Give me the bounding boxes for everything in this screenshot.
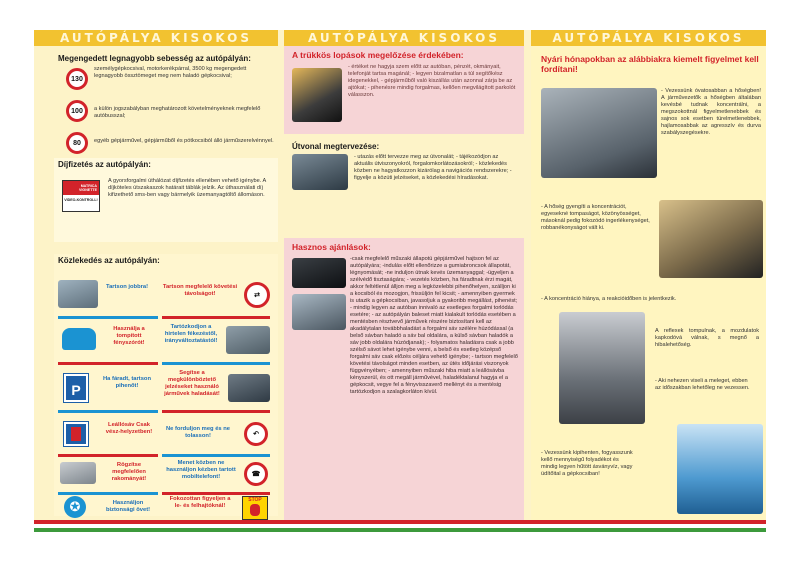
cargo-image bbox=[60, 462, 96, 484]
summer-title: Nyári hónapokban az alábbiakra kiemelt figyelmet kell fordítani! bbox=[541, 54, 759, 74]
toll-text: A gyorsforgalmi úthálózat díjfizetés ellenében vehető igénybe. A díjköteles útszakaszok határait táblák jelzik. Az úthasználati díj kifizethető sms-ben vagy bármelyik üzemanyagtöltő állomáson. bbox=[108, 178, 266, 198]
road-image bbox=[58, 280, 98, 308]
summer-p4: A reflexek tompulnak, a mozdulatok kapkodóvá válnak, s megnő a hibalehetőség. bbox=[655, 328, 759, 348]
car-key-image bbox=[292, 68, 342, 122]
tip-distance: Tartson megfelelő követési távolságot! bbox=[162, 284, 238, 297]
divider-blue bbox=[162, 454, 270, 457]
divider-red bbox=[162, 492, 270, 495]
no-phone-icon: ☎ bbox=[244, 462, 268, 486]
toll-sign bbox=[62, 180, 100, 212]
divider-blue bbox=[58, 492, 158, 495]
toll-title: Díjfizetés az autópályán: bbox=[58, 160, 151, 169]
hot-car-image bbox=[659, 200, 763, 278]
column-header: AUTÓPÁLYA KISOKOS bbox=[531, 30, 766, 46]
summer-p6: - Vezessünk kipihenten, fogyasszunk kellő mennyiségű folyadékot és mindig legyen hűtött ásványvíz, vagy üdítőital a gépkocsiban! bbox=[541, 450, 633, 477]
column-right bbox=[531, 30, 766, 522]
tricks-text: - értéket ne hagyja szem előtt az autóban, pénzét, okmányait, telefonját tartsa magánál; - legyen bizalmatlan a túl segítőkész idegenekkel, - gépjárműből való kiszállás után azonnal zárja be az ajtókat; - pihenésre mindig forgalmas, kellően megvilágított parkolót válasszon. bbox=[348, 64, 516, 98]
speed-sign-100: 100 bbox=[66, 100, 88, 122]
no-uturn-icon: ↶ bbox=[244, 422, 268, 446]
route-text: - utazás előtt tervezze meg az útvonalát; - tájékozódjon az aktuális útviszonyokról, forgalomkorlátozásokról; - közlekedés közben ne hagyatkozzon kizárólag a navigációs rendszerekre; - figyelje a közúti jelzéseket, a közlekedési híradásokat. bbox=[354, 154, 512, 181]
summer-p2: - A hőség gyengíti a koncentrációt, egyesekné tompaságot, közönyösséget, másoknál pedig fokozódó ingerlékenységet, robbanékonyságot vált ki. bbox=[541, 204, 650, 231]
tip-ramps: Fokozottan figyeljen a le- és felhajtóknál! bbox=[169, 496, 231, 509]
summer-p5: - Aki nehezen viseli a meleget, ebben az időszakban lehetőleg ne vezessen. bbox=[655, 378, 750, 391]
parking-sign-icon: P bbox=[64, 374, 88, 402]
traffic-image bbox=[226, 326, 270, 354]
toll-sign-top-label: MATRICA VIGNETTE bbox=[79, 184, 97, 192]
no-overtaking-icon: ⇄ bbox=[244, 282, 270, 308]
speed-text-130: személygépkocsival, motorkerékpárral, 3500 kg megengedett legnagyobb össztömeget meg nem haladó gépkocsival; bbox=[94, 66, 247, 79]
speed-title: Megengedett legnagyobb sebesség az autópályán: bbox=[58, 54, 251, 63]
divider-blue bbox=[58, 410, 158, 413]
divider-red bbox=[58, 454, 158, 457]
column-middle bbox=[284, 30, 524, 522]
tip-seatbelt: Használjon biztonsági övet! bbox=[105, 500, 151, 513]
speed-sign-80: 80 bbox=[66, 132, 88, 154]
seatbelt-icon: ✪ bbox=[64, 496, 86, 518]
tip-no-braking: Tartózkodjon a hirtelen fékezéstől, irányváltoztatástól! bbox=[164, 324, 218, 344]
tip-no-phone: Menet közben ne használjon kézben tartott mobiltelefont! bbox=[166, 460, 236, 480]
brochure bbox=[34, 30, 766, 522]
speed-text-100: a külön jogszabályban meghatározott követelményeknek megfelelő autóbusszal; bbox=[94, 106, 261, 119]
divider-red bbox=[58, 362, 158, 365]
tip-keep-right: Tartson jobbra! bbox=[105, 284, 149, 290]
emergency-vehicle-image bbox=[228, 374, 270, 402]
speed-text-80: egyéb gépjárművel, gépjárműből és pótkocsiból álló járműszerelvénnyel. bbox=[94, 138, 274, 144]
flag-stripe-green bbox=[34, 528, 766, 532]
tips-text: -csak megfelelő műszaki állapotú gépjárművel hajtson fel az autópályára; -indulás előtt ellenőrizze a gumiabroncsok állapotát, légnyomását; -ne induljon útnak kevés üzemanyaggal; -ügyeljen a szélvédő tisztaságára; - vezetés közben, ha fáradtnak érzi magát, akkor feltétlenül álljon meg a legközelebbi pihenőhelyen, szálljon ki a kocsiból és mozogjon, frissüljön fel kicsit; - amennyiben gyermek is utazik a gépkocsiban, javasoljuk a gyakoribb megállást, pihenést; - mindig legyen az autóban innivaló az esetleges forgalmi torlódás esetére; - az autópályán baleset miatt kialakult torlódás esetében a mentésben résztvevő járművek részére biztosítani kell az akadálytalan továbbhaladást a forgalmi sáv szélére húzódással (a belső sávban haladó a sáv bal oldalára, a külső sávban haladók a sáv jobb oldalára húzódjanak); - folyamatos haladásra csak a jobb szélső sávot lehet igénybe venni, a belső és esetleg középső forgalmi sáv csak előzés céljára vehető igénybe; - tartson megfelelő követési távolságot minden esetben, az útés időjárási viszonyok függvényében; - amennyiben műszaki hiba miatt a leállósávba kényszerül, és ott megáll járművével, haladéktalanul hagyja el a gépkocsit, vegye fel a fényvisszaverő mellényt és a mentésig tartózkodjon a szalagkorláton kívül. bbox=[350, 256, 518, 395]
car-headlights-icon bbox=[62, 328, 96, 350]
speed-sign-130: 130 bbox=[66, 68, 88, 90]
hard-shoulder-sign-icon bbox=[64, 422, 88, 446]
tip-cargo: Rögzítse megfelelően rakományát! bbox=[111, 462, 147, 482]
tip-rest: Ha fáradt, tartson pihenőt! bbox=[103, 376, 151, 389]
summer-p1: - Vezessünk óvatosabban a hőségben! A járművezetők a hőségben általában kevésbé tudnak koncentrálni, a megszokottnál figyelmetlenebbek és sajnos sok esetben türelmetlenebbek, hajlamosabbak az agresszív és durva szabályszegésekre. bbox=[661, 88, 761, 136]
column-header: AUTÓPÁLYA KISOKOS bbox=[34, 30, 278, 46]
tip-no-uturn: Ne forduljon meg és ne tolasson! bbox=[165, 426, 231, 439]
tricks-title: A trükkös lopások megelőzése érdekében: bbox=[292, 50, 464, 60]
divider-red bbox=[162, 410, 270, 413]
summer-p3: - A koncentráció hiánya, a reakcióidőben is jelentkezik. bbox=[541, 296, 677, 302]
toll-sign-top bbox=[63, 181, 99, 195]
tip-emergency: Segítse a megkülönböztető jelzéseket használó járművek haladását! bbox=[164, 370, 220, 397]
column-left bbox=[34, 30, 278, 522]
divider-blue bbox=[58, 316, 158, 319]
tip-headlights: Használja a tompított fényszórót! bbox=[113, 326, 145, 346]
gps-image bbox=[292, 154, 348, 190]
divider-blue bbox=[162, 362, 270, 365]
column-header: AUTÓPÁLYA KISOKOS bbox=[284, 30, 524, 46]
traffic-title: Közlekedés az autópályán: bbox=[58, 256, 160, 265]
route-title: Útvonal megtervezése: bbox=[292, 142, 380, 151]
stop-label: STOP bbox=[248, 497, 262, 503]
water-glass-image bbox=[677, 424, 763, 514]
tips-title: Hasznos ajánlások: bbox=[292, 242, 371, 252]
traffic-jam-image bbox=[559, 312, 645, 424]
tip-hard-shoulder: Leállósáv Csak vész-helyzetben! bbox=[105, 422, 153, 435]
toll-sign-bottom-label: VIDEO-KONTROLL! bbox=[64, 198, 98, 202]
stop-hand-icon bbox=[242, 496, 268, 520]
divider-red bbox=[162, 316, 270, 319]
